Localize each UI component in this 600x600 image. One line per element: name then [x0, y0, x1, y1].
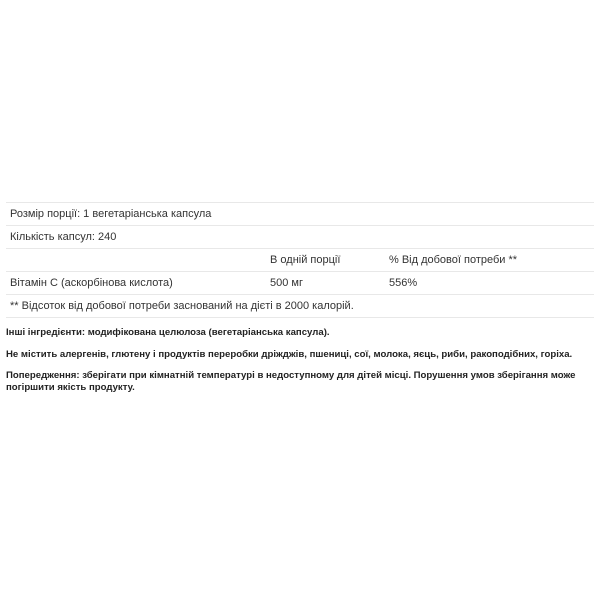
serving-size-row: [6, 203, 594, 226]
serving-size: Розмір порції: 1 вегетаріанська капсула: [10, 208, 212, 220]
other-ingredients: Інші інгредієнти: модифікована целюлоза (вегетаріанська капсула).: [6, 327, 330, 338]
table-row: [6, 272, 594, 295]
warning: Попередження: зберігати при кімнатній температурі в недоступному для дітей місці. Порушення умов зберігання може погіршити якість продукту.: [6, 370, 576, 393]
supplement-facts-table: [6, 202, 594, 318]
footnote-row: [6, 295, 594, 318]
nutrient-amount: 500 мг: [270, 277, 303, 289]
nutrient-daily-value: 556%: [389, 277, 418, 289]
product-notes: [6, 327, 586, 404]
capsule-count: Кількість капсул: 240: [10, 231, 117, 243]
footnote: ** Відсоток від добової потреби заснований на дієті в 2000 калорій.: [10, 300, 354, 312]
capsule-count-row: [6, 226, 594, 249]
allergen-info: Не містить алергенів, глютену і продуктів переробки дріжджів, пшениці, сої, молока, яєць, риби, ракоподібних, горіха.: [6, 348, 573, 360]
table-header-row: [6, 249, 594, 272]
header-per-serving: В одній порції: [270, 254, 341, 266]
header-daily-value: % Від добової потреби **: [389, 254, 518, 266]
nutrient-name: Вітамін C (аскорбінова кислота): [10, 277, 173, 289]
